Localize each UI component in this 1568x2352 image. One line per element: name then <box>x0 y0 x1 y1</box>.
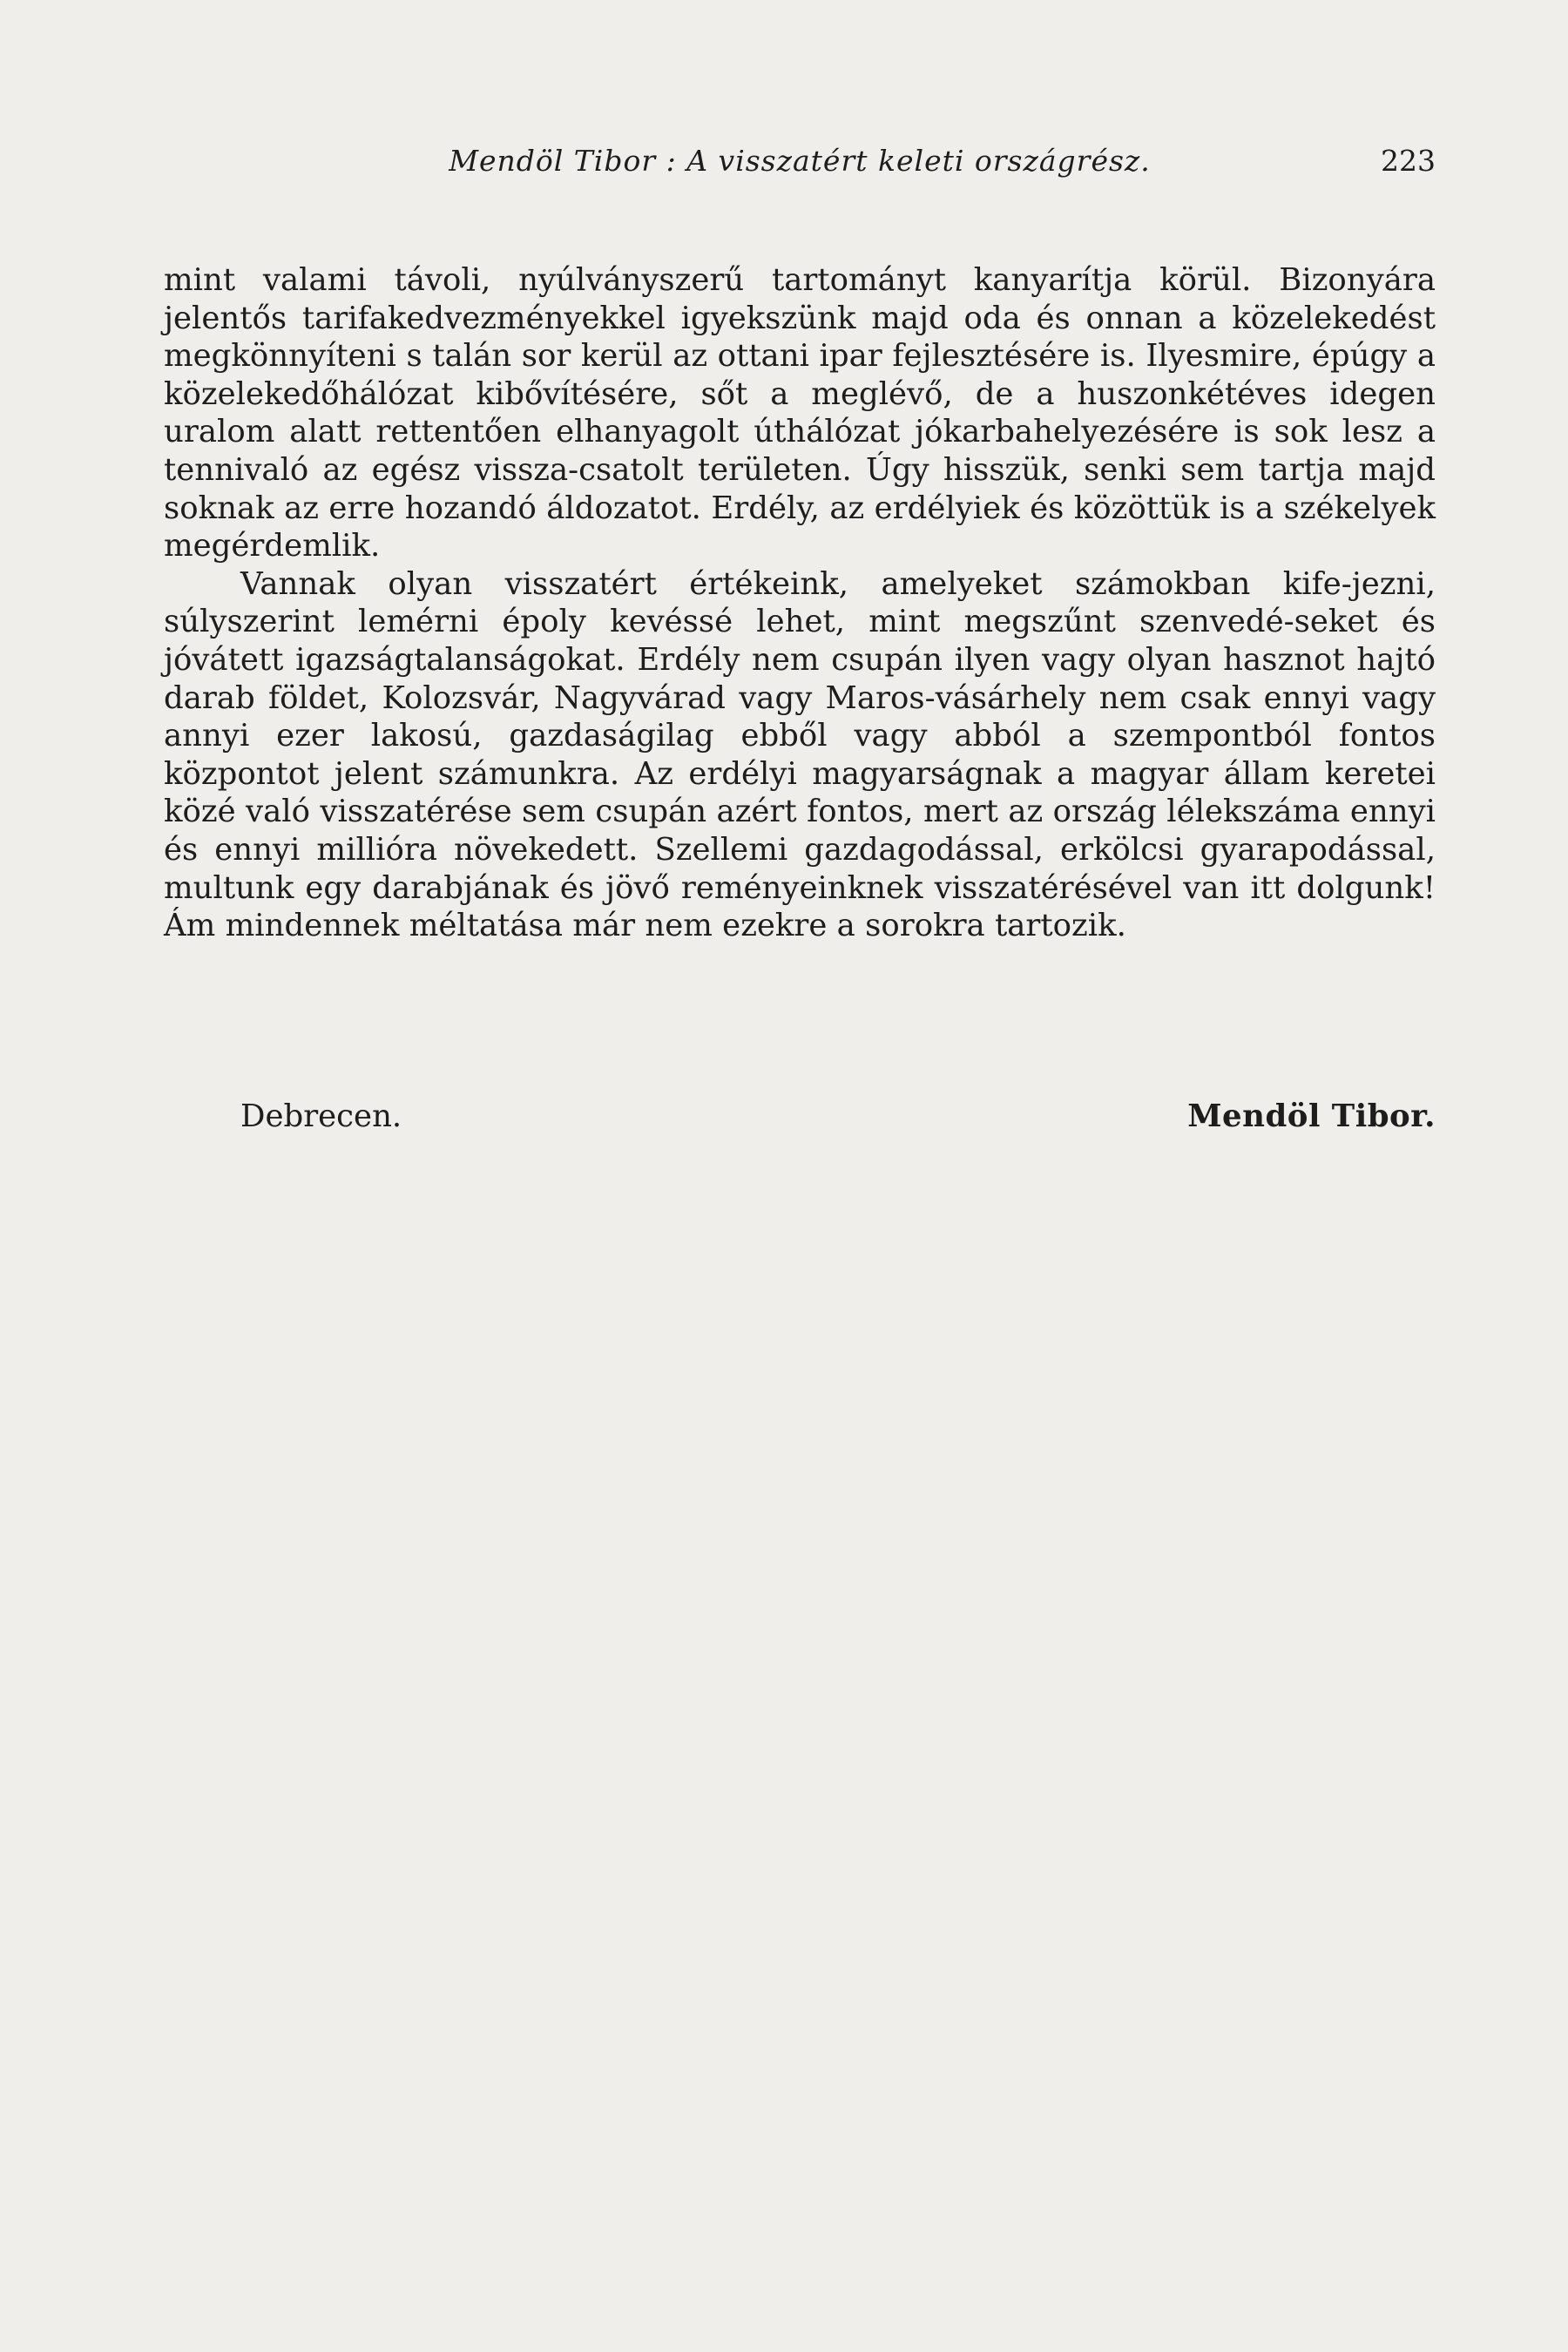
running-title: Mendöl Tibor : A visszatért keleti országrész. <box>449 144 1151 178</box>
body-text <box>164 261 1436 945</box>
closing <box>164 1095 1436 1139</box>
paragraph-1: mint valami távoli, nyúlványszerű tartományt kanyarítja körül. Bizonyára jelentős tarifakedvezményekkel igyekszünk majd oda és onnan a közelekedést megkönnyíteni s talán sor kerül az ottani ipar fejlesztésére is. Ilyesmire, épúgy a közelekedőhálózat kibővítésére, sőt a meglévő, de a huszonkétéves idegen uralom alatt rettentően elhanyagolt úthálózat jókarbahelyezésére is sok lesz a tennivaló az egész vissza-csatolt területen. Úgy hisszük, senki sem tartja majd soknak az erre hozandó áldozatot. Erdély, az erdélyiek és közöttük is a székelyek megérdemlik. <box>164 262 1436 564</box>
author-signature: Mendöl Tibor. <box>1187 1098 1436 1134</box>
place-dateline: Debrecen. <box>240 1098 402 1134</box>
running-head <box>164 139 1436 183</box>
paragraph-2: Vannak olyan visszatért értékeink, amelyeket számokban kife-jezni, súlyszerint lemérni époly kevéssé lehet, mint megszűnt szenvedé-seket és jóvátett igazságtalanságokat. Erdély nem csupán ilyen vagy olyan hasznot hajtó darab földet, Kolozsvár, Nagyvárad vagy Maros-vásárhely nem csak ennyi vagy annyi ezer lakosú, gazdaságilag ebből vagy abból a szempontból fontos központot jelent számunkra. Az erdélyi magyarságnak a magyar állam keretei közé való visszatérése sem csupán azért fontos, mert az ország lélekszáma ennyi és ennyi millióra növekedett. Szellemi gazdagodással, erkölcsi gyarapodással, multunk egy darabjának és jövő reményeinknek visszatérésével van itt dolgunk! Ám mindennek méltatása már nem ezekre a sorokra tartozik. <box>164 565 1436 944</box>
page-number: 223 <box>1381 144 1436 178</box>
